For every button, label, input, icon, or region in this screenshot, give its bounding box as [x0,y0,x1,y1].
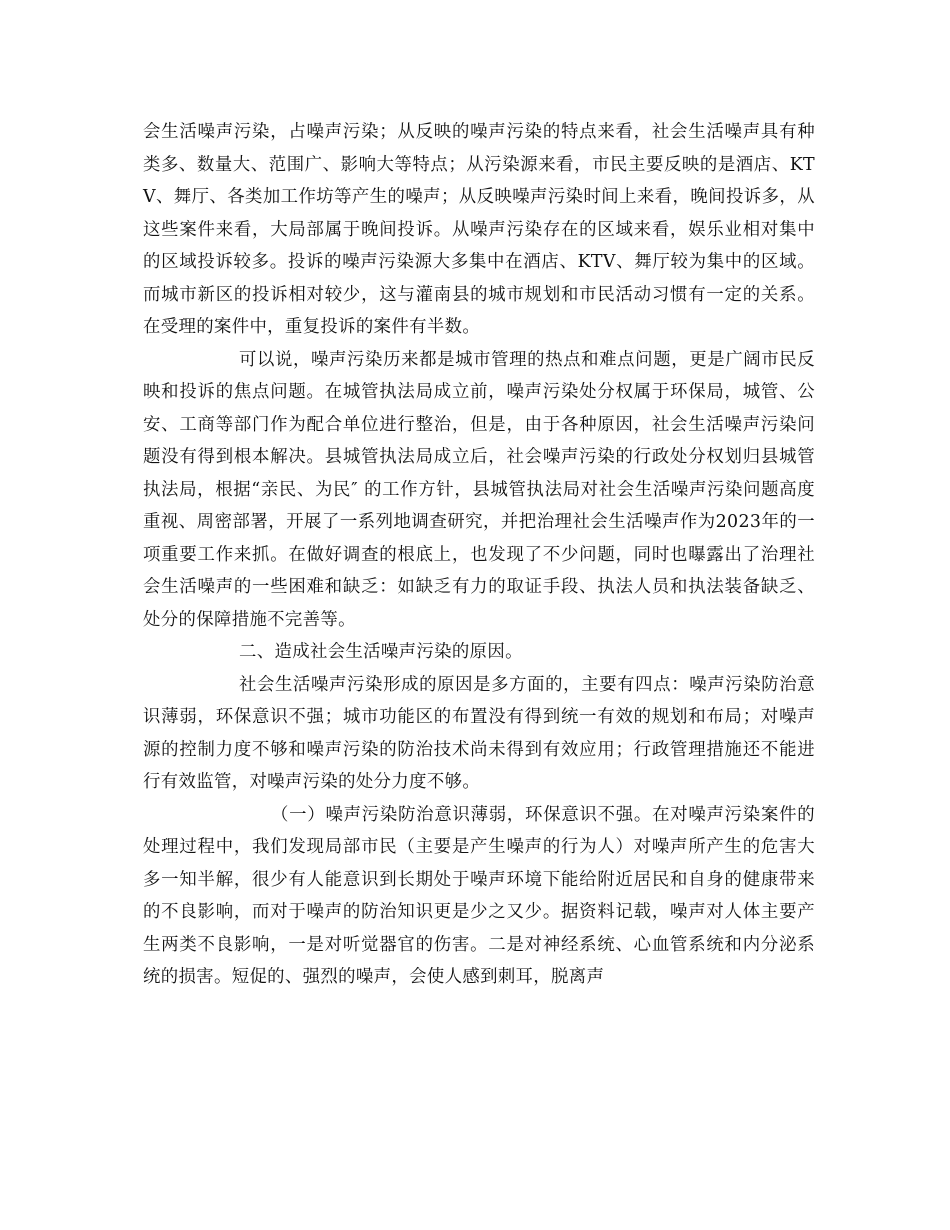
paragraph-1: 会生活噪声污染，占噪声污染；从反映的噪声污染的特点来看，社会生活噪声具有种类多、数量大、范围广、影响大等特点；从污染源来看，市民主要反映的是酒店、KTV、舞厅、各类加工作坊等产生的噪声；从反映噪声污染时间上来看，晚间投诉多，从这些案件来看，大局部属于晚间投诉。从噪声污染存在的区域来看，娱乐业相对集中的区域投诉较多。投诉的噪声污染源大多集中在酒店、KTV、舞厅较为集中的区域。而城市新区的投诉相对较少，这与灌南县的城市规划和市民活动习惯有一定的关系。在受理的案件中，重复投诉的案件有半数。 [143,122,815,337]
document-body [143,116,815,994]
section-heading: 二、造成社会生活噪声污染的原因。 [239,642,523,662]
paragraph-2: 可以说，噪声污染历来都是城市管理的热点和难点问题，更是广阔市民反映和投诉的焦点问题。在城管执法局成立前，噪声污染处分权属于环保局，城管、公安、工商等部门作为配合单位进行整治，但是，由于各种原因，社会生活噪声污染问题没有得到根本解决。县城管执法局成立后，社会噪声污染的行政处分权划归县城管执法局，根据“亲民、为民″ 的工作方针，县城管执法局对社会生活噪声污染问题高度重视、周密部署，开展了一系列地调查研究，并把治理社会生活噪声作为2023年的一项重要工作来抓。在做好调查的根底上，也发现了不少问题，同时也曝露出了治理社会生活噪声的一些困难和缺乏：如缺乏有力的取证手段、执法人员和执法装备缺乏、处分的保障措施不完善等。 [143,349,815,630]
paragraph-3: 社会生活噪声污染形成的原因是多方面的，主要有四点：噪声污染防治意识薄弱，环保意识不强；城市功能区的布置没有得到统一有效的规划和布局；对噪声源的控制力度不够和噪声污染的防治技术尚未得到有效应用；行政管理措施还不能进行有效监管，对噪声污染的处分力度不够。 [143,674,815,792]
paragraph-4: （一）噪声污染防治意识薄弱，环保意识不强。在对噪声污染案件的处理过程中，我们发现局部市民（主要是产生噪声的行为人）对噪声所产生的危害大多一知半解，很少有人能意识到长期处于噪声环境下能给附近居民和自身的健康带来的不良影响，而对于噪声的防治知识更是少之又少。据资料记载，噪声对人体主要产生两类不良影响，一是对听觉器官的伤害。二是对神经系统、心血管系统和内分泌系统的损害。短促的、强烈的噪声，会使人感到刺耳，脱离声 [143,804,815,987]
